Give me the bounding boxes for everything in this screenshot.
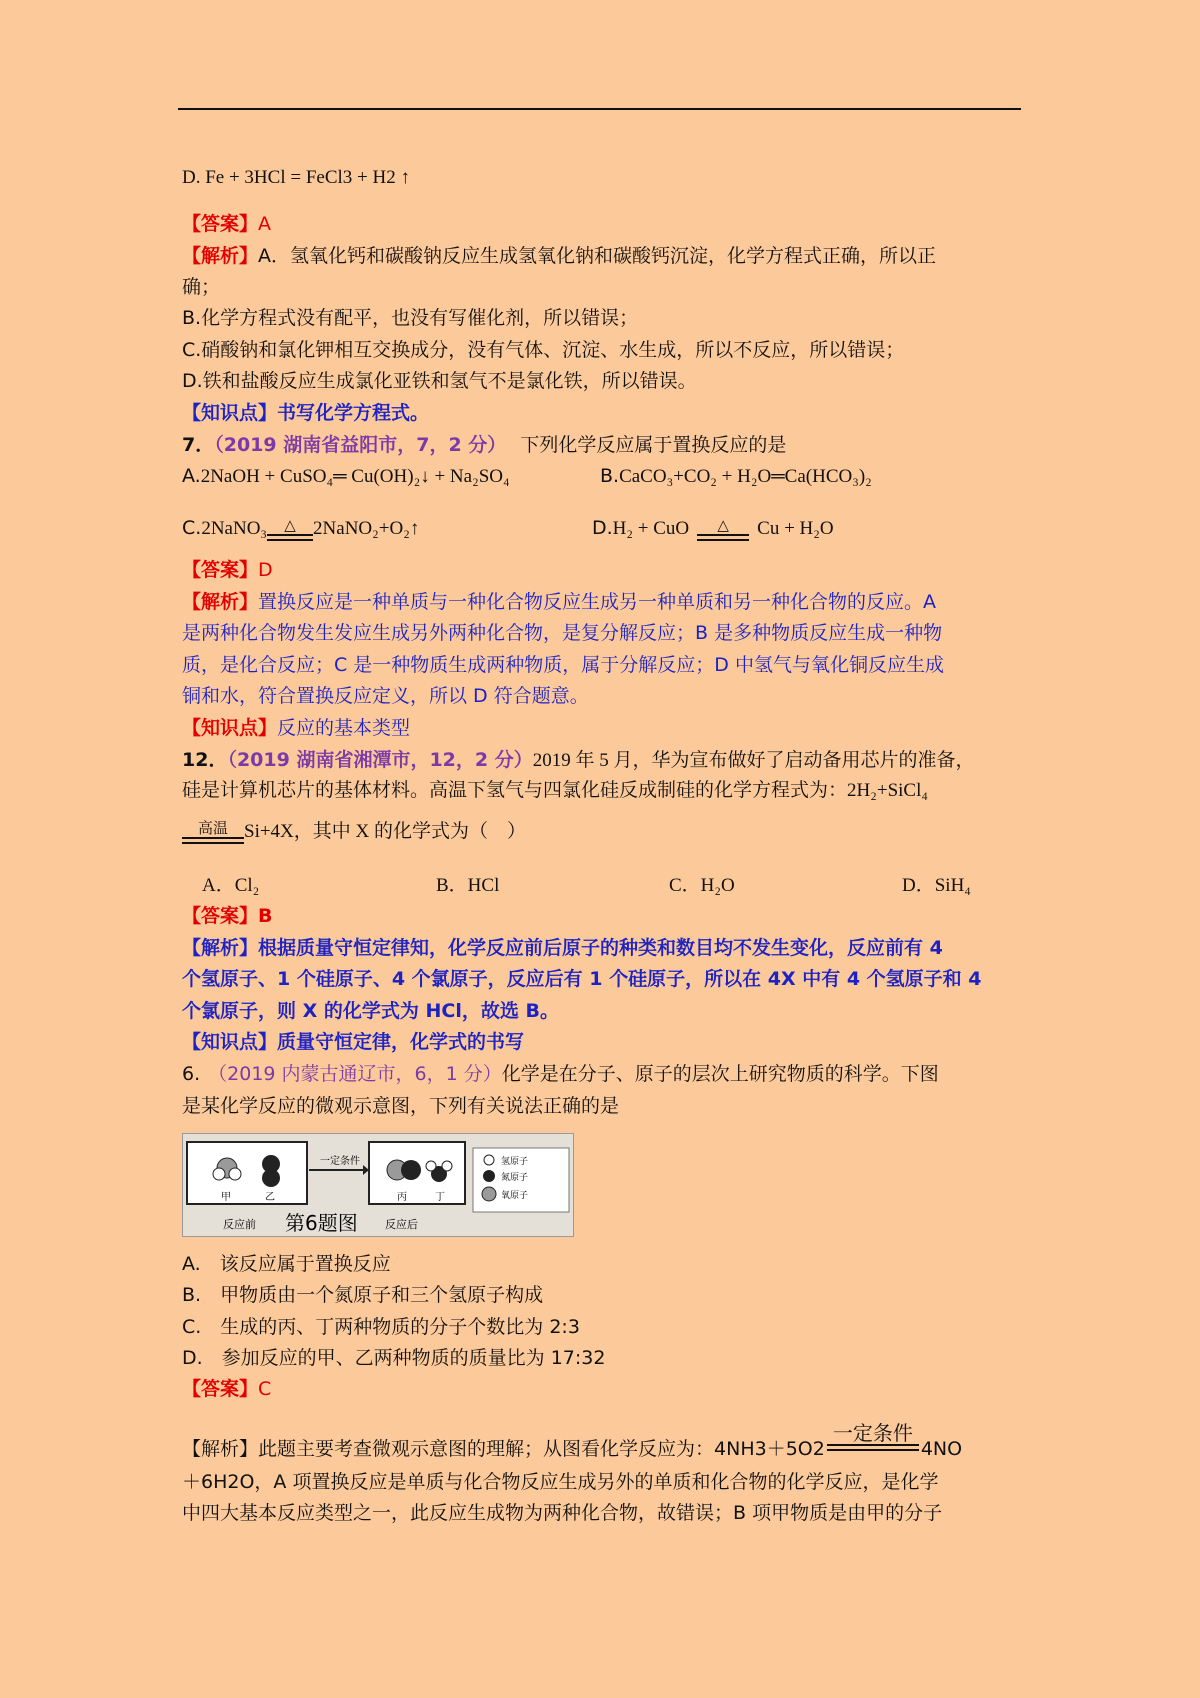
equation-arrow: △ xyxy=(267,518,313,541)
diagram-label: 丙 xyxy=(397,1192,407,1203)
analysis-text: B.化学方程式没有配平，也没有写催化剂，所以错误； xyxy=(182,307,639,329)
answer-line xyxy=(182,904,273,928)
analysis-tag: 【解析】 xyxy=(182,1438,259,1460)
option-b: B.CaCO₃+CO₂ + H₂O═Ca(HCO₃)₂ xyxy=(600,465,872,487)
option-c: C. 生成的丙、丁两种物质的分子个数比为 2:3 xyxy=(182,1316,580,1338)
option-d: D. Fe + 3HCl = FeCl3 + H2 ↑ xyxy=(182,167,410,188)
option-d: D. 参加反应的甲、乙两种物质的质量比为 17:32 xyxy=(182,1347,606,1369)
analysis-text: 中四大基本反应类型之一，此反应生成物为两种化合物，故错误；B 项甲物质是由甲的分子 xyxy=(182,1502,943,1524)
analysis-tag: 【解析】 xyxy=(182,245,259,267)
question-number: 12． xyxy=(182,749,228,771)
knowledge-text: 反应的基本类型 xyxy=(277,717,411,739)
question-source: （2019 湖南省湘潭市，12，2 分） xyxy=(227,749,533,771)
analysis-text: C.硝酸钠和氯化钾相互交换成分，没有气体、沉淀、水生成，所以不反应，所以错误； xyxy=(182,339,905,361)
option-b: B．HCl xyxy=(436,875,500,896)
diagram-arrow-label: 一定条件 xyxy=(320,1156,360,1167)
knowledge-text: 质量守恒定律，化学式的书写 xyxy=(277,1031,525,1053)
analysis-tag: 【解析】 xyxy=(182,937,259,959)
option-a: A. 该反应属于置换反应 xyxy=(182,1253,391,1275)
question-6-stem xyxy=(182,1062,939,1086)
knowledge-tag: 【知识点】 xyxy=(182,402,278,424)
question-text: 2019 年 5 月，华为宣布做好了启动备用芯片的准备， xyxy=(532,750,975,771)
analysis-text: 个氢原子、1 个硅原子、4 个氯原子，反应后有 1 个硅原子，所以在 4X 中有 4 个氢原子和 4 xyxy=(182,968,982,990)
option-b: B. 甲物质由一个氮原子和三个氢原子构成 xyxy=(182,1284,544,1306)
equation-arrow: 一定条件 xyxy=(827,1422,919,1451)
question-text: 硅是计算机芯片的基体材料。高温下氢气与四氯化硅反成制硅的化学方程式为：2H₂+SiCl₄ xyxy=(182,780,928,801)
answer-line xyxy=(182,212,271,236)
reaction-diagram-image xyxy=(183,1134,573,1236)
analysis-line xyxy=(182,244,936,268)
knowledge-text: 书写化学方程式。 xyxy=(277,402,430,424)
analysis-text: A．氢氧化钙和碳酸钠反应生成氢氧化钠和碳酸钙沉淀，化学方程式正确，所以正 xyxy=(258,245,937,267)
diagram-label: 乙 xyxy=(265,1192,275,1203)
knowledge-tag: 【知识点】 xyxy=(182,717,278,739)
answer-line xyxy=(182,558,273,582)
question-number: 7． xyxy=(182,434,215,456)
equation-arrow: △ xyxy=(697,518,749,541)
answer-tag: 【答案】 xyxy=(182,905,259,927)
answer-tag: 【答案】 xyxy=(182,213,259,235)
analysis-text: 4NO xyxy=(920,1438,963,1460)
option-d: D.H₂ + CuO △ Cu + H₂O xyxy=(592,517,834,539)
option-c: C．H₂O xyxy=(669,875,735,896)
diagram-caption: 第6题图 xyxy=(285,1211,358,1235)
analysis-text: 确； xyxy=(182,276,221,298)
answer-value: B xyxy=(258,905,273,927)
answer-line xyxy=(182,1377,271,1401)
diagram-label: 甲 xyxy=(221,1192,231,1203)
option-c: C.2NaNO₃ △ 2NaNO₂+O₂↑ xyxy=(182,517,420,539)
analysis-text: 此题主要考查微观示意图的理解；从图看化学反应为：4NH3＋5O2 xyxy=(258,1438,825,1460)
question-text: 是某化学反应的微观示意图，下列有关说法正确的是 xyxy=(182,1095,620,1117)
answer-tag: 【答案】 xyxy=(182,559,259,581)
legend-label: 氮原子 xyxy=(501,1173,529,1183)
analysis-line xyxy=(182,590,936,614)
answer-tag: 【答案】 xyxy=(182,1378,259,1400)
question-source: （2019 湖南省益阳市，7，2 分） xyxy=(214,434,507,456)
option-d: D．SiH₄ xyxy=(902,875,971,896)
analysis-text: 铜和水，符合置换反应定义，所以 D 符合题意。 xyxy=(182,685,589,707)
question-12-equation xyxy=(182,820,526,854)
answer-value: C xyxy=(258,1378,272,1400)
diagram-label: 反应后 xyxy=(385,1218,418,1231)
legend-label: 氢原子 xyxy=(501,1157,529,1167)
diagram-label: 反应前 xyxy=(223,1218,256,1231)
question-text: 下列化学反应属于置换反应的是 xyxy=(520,434,787,456)
question-source: （2019 内蒙古通辽市，6，1 分） xyxy=(208,1063,502,1085)
header-rule xyxy=(178,108,1021,110)
question-7-stem xyxy=(182,433,786,457)
knowledge-line xyxy=(182,401,429,425)
analysis-text: ＋6H2O，A 项置换反应是单质与化合物反应生成另外的单质和化合物的化学反应，是化学 xyxy=(182,1471,939,1493)
reaction-diagram xyxy=(182,1133,574,1237)
analysis-text: D.铁和盐酸反应生成氯化亚铁和氢气不是氯化铁，所以错误。 xyxy=(182,370,697,392)
analysis-line xyxy=(182,936,943,960)
question-text: Si+4X，其中 X 的化学式为（ ） xyxy=(244,821,527,842)
option-a: A．Cl₂ xyxy=(202,875,260,896)
question-12-stem xyxy=(182,748,975,773)
diagram-label: 丁 xyxy=(435,1192,445,1203)
analysis-text: 个氯原子，则 X 的化学式为 HCl，故选 B。 xyxy=(182,1000,559,1022)
knowledge-line xyxy=(182,1030,524,1054)
analysis-line xyxy=(182,1418,962,1458)
knowledge-tag: 【知识点】 xyxy=(182,1031,278,1053)
analysis-text: 质，是化合反应；C 是一种物质生成两种物质，属于分解反应；D 中氢气与氧化铜反应生成 xyxy=(182,654,944,676)
knowledge-line xyxy=(182,716,410,740)
question-text: 化学是在分子、原子的层次上研究物质的科学。下图 xyxy=(501,1063,939,1085)
equation-arrow: 高温 xyxy=(182,821,244,844)
answer-value: D xyxy=(258,559,273,581)
analysis-text: 置换反应是一种单质与一种化合物反应生成另一种单质和另一种化合物的反应。A xyxy=(258,591,937,613)
legend-label: 氧原子 xyxy=(501,1191,529,1201)
question-number: 6. xyxy=(182,1063,201,1085)
answer-value: A xyxy=(258,213,272,235)
analysis-text: 根据质量守恒定律知，化学反应前后原子的种类和数目均不发生变化，反应前有 4 xyxy=(258,937,943,959)
analysis-tag: 【解析】 xyxy=(182,591,259,613)
option-a: A.2NaOH + CuSO₄═ Cu(OH)₂↓ + Na₂SO₄ xyxy=(182,465,510,487)
analysis-text: 是两种化合物发生发应生成另外两种化合物，是复分解反应；B 是多种物质反应生成一种物 xyxy=(182,622,943,644)
